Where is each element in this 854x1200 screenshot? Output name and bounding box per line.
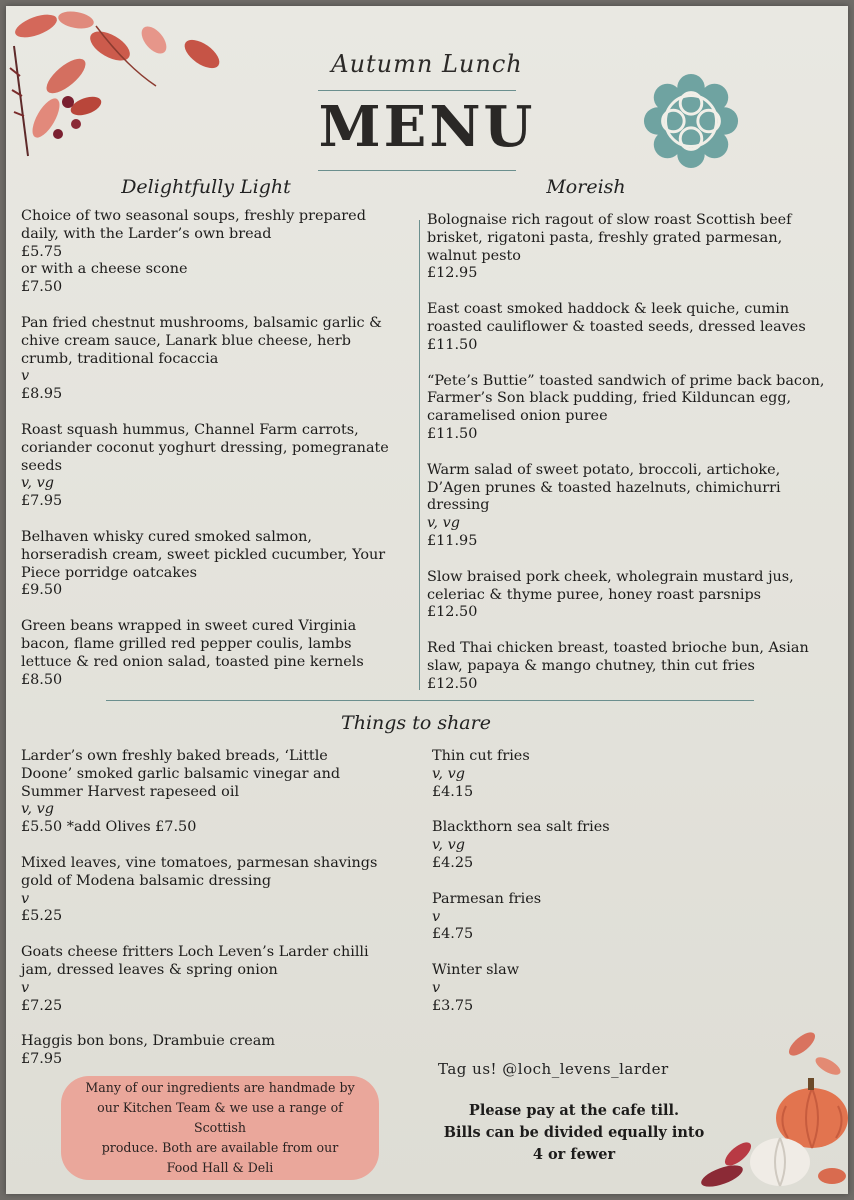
- item-description: Larder’s own freshly baked breads, ‘Little Doone’ smoked garlic balsamic vinegar and Summer Harvest rapeseed oil: [21, 748, 341, 800]
- item-price: £3.75: [432, 997, 474, 1014]
- item-price: £8.95: [21, 386, 63, 403]
- item-price: £11.95: [427, 532, 478, 549]
- item-description: Thin cut fries: [432, 748, 530, 764]
- item-diet-tags: v: [432, 908, 441, 925]
- item-price: £5.25: [21, 908, 63, 925]
- title-rule-top: [318, 90, 516, 91]
- note-line: Many of our ingredients are handmade by: [85, 1080, 355, 1095]
- item-diet-tags: v: [432, 979, 441, 996]
- item-price: £4.25: [432, 854, 474, 871]
- item-description: East coast smoked haddock & leek quiche, cumin roasted cauliflower & toasted seeds, dressed leaves: [427, 301, 806, 335]
- menu-item: [21, 208, 399, 297]
- item-price: £4.15: [432, 783, 474, 800]
- item-price: £7.95: [21, 1051, 63, 1068]
- light-items-column: [21, 208, 399, 707]
- item-description: Blackthorn sea salt fries: [432, 819, 610, 836]
- item-description: Haggis bon bons, Drambuie cream: [21, 1033, 276, 1050]
- item-price: £5.75: [21, 243, 63, 260]
- item-price: £11.50: [427, 425, 478, 442]
- payment-line: Please pay at the cafe till.: [468, 1102, 680, 1119]
- menu-item: [21, 529, 399, 600]
- brand-logo-icon: [642, 72, 740, 170]
- share-items-left-column: [21, 748, 381, 1087]
- item-description: Warm salad of sweet potato, broccoli, artichoke, D’Agen prunes & toasted hazelnuts, chimichurri dressing: [427, 461, 781, 514]
- item-price: £11.50: [427, 336, 478, 353]
- item-diet-tags: v, vg: [21, 801, 54, 818]
- payment-line: Bills can be divided equally into: [443, 1124, 705, 1141]
- menu-item: [432, 748, 712, 801]
- item-diet-tags: v, vg: [432, 837, 465, 854]
- item-description: Goats cheese fritters Loch Leven’s Larder chilli jam, dressed leaves & spring onion: [21, 944, 369, 978]
- item-price: £8.50: [21, 671, 63, 688]
- item-description: Roast squash hummus, Channel Farm carrots, coriander coconut yoghurt dressing, pomegranate seeds: [21, 421, 389, 474]
- item-diet-tags: v, vg: [427, 515, 460, 532]
- item-price: £7.25: [21, 997, 63, 1014]
- item-diet-tags: v: [21, 368, 30, 385]
- note-line: produce. Both are available from our: [101, 1140, 339, 1155]
- item-description: Bolognaise rich ragout of slow roast Scottish beef brisket, rigatoni pasta, freshly grated parmesan, walnut pesto: [427, 212, 792, 264]
- payment-line: 4 or fewer: [532, 1146, 616, 1163]
- title-rule-bottom: [318, 170, 516, 171]
- section-title-moreish: Moreish: [546, 176, 626, 198]
- menu-item: [21, 315, 399, 404]
- page-title: MENU: [318, 94, 536, 160]
- menu-item: [427, 301, 827, 354]
- item-description: Slow braised pork cheek, wholegrain mustard jus, celeriac & thyme puree, honey roast parsnips: [427, 568, 794, 603]
- item-description: “Pete’s Buttie” toasted sandwich of prime back bacon, Farmer’s Son black pudding, fried Kilduncan egg, caramelised onion puree: [427, 372, 825, 425]
- menu-item: [427, 212, 827, 283]
- menu-item: [21, 618, 399, 689]
- menu-item: [21, 1033, 381, 1069]
- column-divider: [419, 220, 420, 690]
- item-description: Green beans wrapped in sweet cured Virginia bacon, flame grilled red pepper coulis, lambs lettuce & red onion salad, toasted pine kernels: [21, 618, 364, 670]
- item-description: Belhaven whisky cured smoked salmon, horseradish cream, sweet pickled cucumber, Your Piece porridge oatcakes: [21, 528, 386, 581]
- menu-item: [427, 640, 827, 693]
- menu-item: [427, 569, 827, 622]
- menu-subtitle: Autumn Lunch: [331, 50, 523, 78]
- note-line: Food Hall & Deli: [166, 1160, 274, 1175]
- item-description: Mixed leaves, vine tomatoes, parmesan shavings gold of Modena balsamic dressing: [21, 854, 378, 889]
- item-description: Choice of two seasonal soups, freshly prepared daily, with the Larder’s own bread: [21, 208, 366, 242]
- item-price: £4.75: [432, 926, 474, 943]
- section-title-light: Delightfully Light: [121, 176, 291, 198]
- item-price: £12.50: [427, 604, 478, 621]
- menu-item: [21, 422, 399, 511]
- item-description: Parmesan fries: [432, 890, 542, 907]
- menu-item: [427, 373, 827, 444]
- item-option: or with a cheese scone: [21, 261, 188, 278]
- item-diet-tags: v: [21, 979, 30, 996]
- item-diet-tags: v, vg: [432, 765, 465, 782]
- item-description: Pan fried chestnut mushrooms, balsamic garlic & chive cream sauce, Lanark blue cheese, herb crumb, traditional focaccia: [21, 314, 382, 367]
- ingredients-note: [61, 1076, 379, 1180]
- menu-page: [6, 6, 848, 1194]
- section-title-share: Things to share: [341, 712, 491, 734]
- social-tag: Tag us! @loch_levens_larder: [438, 1060, 669, 1078]
- item-price: £12.50: [427, 675, 478, 692]
- item-diet-tags: v: [21, 890, 30, 907]
- note-line: our Kitchen Team & we use a range of Scottish: [97, 1100, 343, 1135]
- item-price: £9.50: [21, 582, 63, 599]
- share-items-right-column: [432, 748, 712, 1034]
- item-price: £5.50 *add Olives £7.50: [21, 819, 197, 836]
- payment-note: [424, 1100, 724, 1166]
- menu-item: [432, 891, 712, 944]
- menu-item: [432, 819, 712, 872]
- menu-item: [432, 962, 712, 1015]
- moreish-items-column: [427, 212, 827, 712]
- menu-item: [427, 462, 827, 551]
- item-price: £7.95: [21, 493, 63, 510]
- menu-item: [21, 855, 381, 926]
- item-option-price: £7.50: [21, 279, 63, 296]
- item-diet-tags: v, vg: [21, 475, 54, 492]
- item-price: £12.95: [427, 265, 478, 282]
- menu-item: [21, 944, 381, 1015]
- item-description: Winter slaw: [432, 962, 520, 979]
- section-divider: [106, 700, 754, 701]
- item-description: Red Thai chicken breast, toasted brioche bun, Asian slaw, papaya & mango chutney, thin cut fries: [427, 640, 809, 674]
- menu-item: [21, 748, 381, 837]
